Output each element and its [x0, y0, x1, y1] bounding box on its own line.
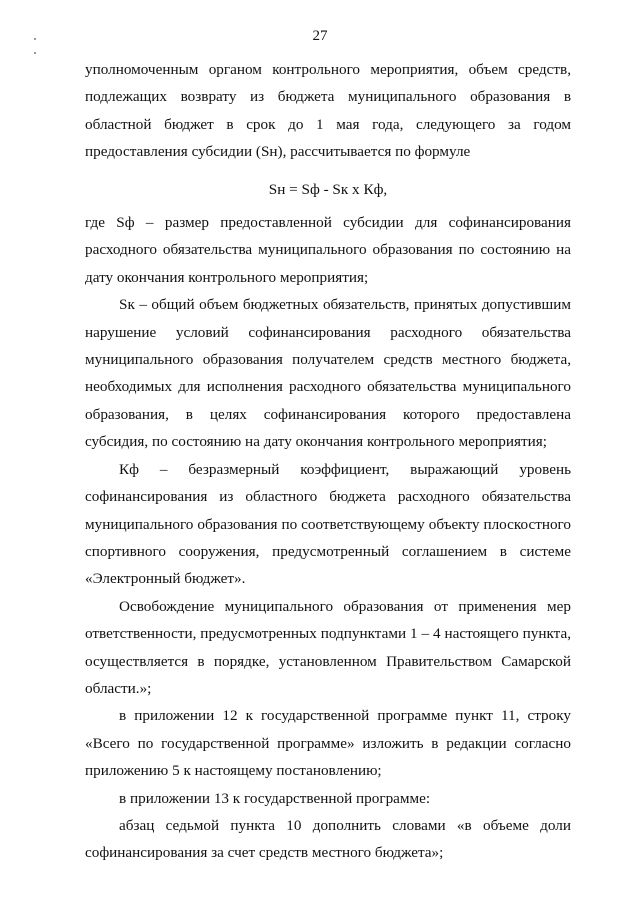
paragraph-appendix-13: в приложении 13 к государственной программе: [119, 789, 431, 807]
paragraph-exemption: Освобождение муниципального образования от применения мер ответственности, предусмотренных подпунктами 1 – 4 настоящего пункта, осуществляется в порядке, установленном Правительством Самарской области.»; [85, 597, 571, 697]
refund-formula: Sн = Sф - Sк х Кф, [268, 180, 388, 198]
paragraph-point-10: абзац седьмой пункта 10 дополнить словами «в объеме доли софинансирования за счет средств местного бюджета»; [85, 816, 571, 862]
paragraph-sf-definition: где Sф – размер предоставленной субсидии для софинансирования расходного обязательства муниципального образования по состоянию на дату окончания контрольного мероприятия; [85, 214, 571, 286]
paragraph-refund-amount: уполномоченным органом контрольного мероприятия, объем средств, подлежащих возврату из бюджета муниципального образования в областной бюджет в срок до 1 мая года, следующего за годом предоставления субсидии (Sн), рассчитывается по формуле [85, 61, 571, 161]
document-body [85, 56, 571, 867]
paragraph-kf-definition: Кф – безразмерный коэффициент, выражающий уровень софинансирования из областного бюджета расходного обязательства муниципального образования по соответствующему объекту плоскостного спортивного сооружения, предусмотренный соглашением в системе «Электронный бюджет». [85, 460, 571, 588]
page-number: 27 [312, 28, 328, 44]
scan-mark [34, 52, 36, 54]
paragraph-appendix-12: в приложении 12 к государственной программе пункт 11, строку «Всего по государственной программе» изложить в редакции согласно приложению 5 к настоящему постановлению; [85, 707, 571, 780]
paragraph-sk-definition: Sк – общий объем бюджетных обязательств, принятых допустившим нарушение условий софинансирования расходного обязательства муниципального образования получателем средств местного бюджета, необходимых для исполнения расходного обязательства муниципального образования, в целях софинансирования которого предоставлена субсидия, по состоянию на дату окончания контрольного мероприятия; [85, 296, 571, 451]
